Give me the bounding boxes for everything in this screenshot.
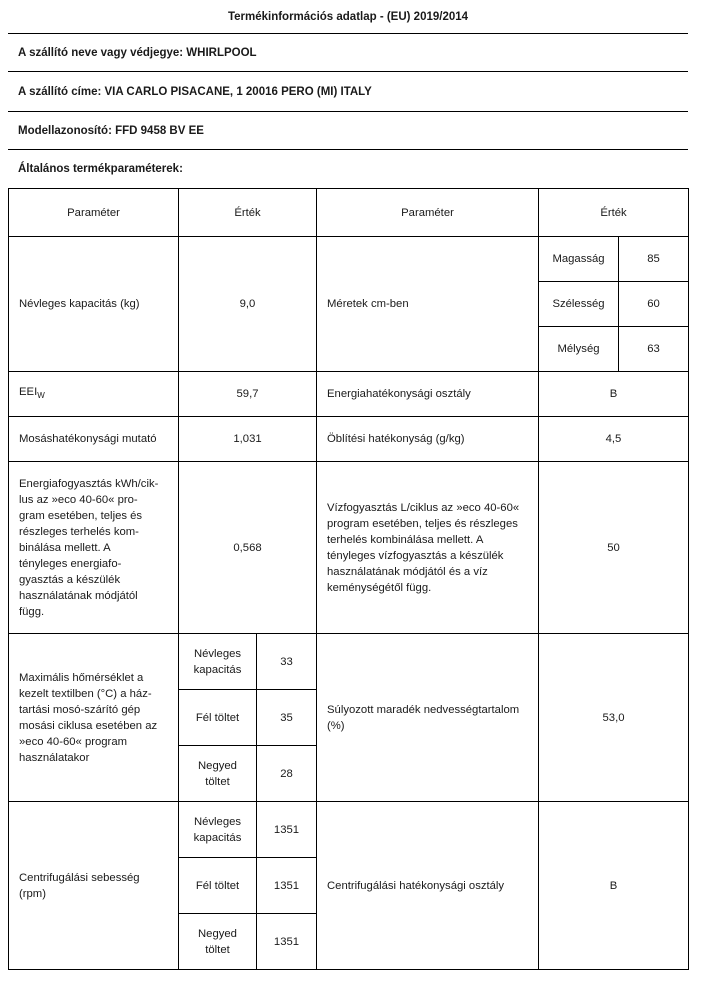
energy-class-label: Energiahatékonysági osztály [317,372,539,417]
column-header-parameter: Paraméter [9,189,179,237]
temp-sub-label-line: kapacitás [193,663,242,676]
eei-label-subscript: W [37,391,45,400]
max-temperature-line: tartási mosó-szárító gép [19,703,141,716]
max-temperature-line: Maximális hőmérséklet a [19,671,144,684]
energy-consumption-line: Energiafogyasztás kWh/cik- [19,477,159,490]
spin-speed-line: Centrifugálási sebesség [19,871,140,884]
rinsing-label: Öblítési hatékonyság (g/kg) [317,417,539,462]
table-row [9,417,689,462]
water-consumption-line: keménységétől függ. [327,581,432,594]
table-row [9,372,689,417]
energy-consumption-value: 0,568 [179,462,317,634]
spin-half-load-value: 1351 [257,858,317,914]
energy-consumption-line: részleges terhelés kom- [19,525,139,538]
rated-capacity-value: 9,0 [179,237,317,372]
table-row [9,237,689,282]
dimensions-label: Méretek cm-ben [317,237,539,372]
spin-rated-capacity-value: 1351 [257,802,317,858]
temp-half-load-value: 35 [257,690,317,746]
table-row [9,462,689,634]
spin-sub-label-line: töltet [205,943,230,956]
spin-quarter-load-label [179,914,257,970]
max-temperature-line: »eco 40-60« program [19,735,128,748]
water-consumption-label [317,462,539,634]
temp-sub-label-line: töltet [205,775,230,788]
height-label: Magasság [539,237,619,282]
supplier-address: A szállító címe: VIA CARLO PISACANE, 1 20016 PERO (MI) ITALY [8,72,688,112]
depth-label: Mélység [539,327,619,372]
temp-quarter-load-value: 28 [257,746,317,802]
temp-quarter-load-label [179,746,257,802]
table-row [9,634,689,690]
spin-sub-label-line: Fél töltet [195,879,240,892]
temp-rated-capacity-value: 33 [257,634,317,690]
column-header-value: Érték [539,189,689,237]
temp-sub-label-line: Negyed [198,759,237,772]
rinsing-value: 4,5 [539,417,689,462]
eei-label [9,372,179,417]
depth-value: 63 [619,327,689,372]
sheet-title: Termékinformációs adatlap - (EU) 2019/2014 [8,0,688,34]
energy-consumption-label [9,462,179,634]
width-value: 60 [619,282,689,327]
height-value: 85 [619,237,689,282]
spin-class-label: Centrifugálási hatékonysági osztály [317,802,539,970]
product-information-sheet [8,0,688,1000]
washing-index-label: Mosáshatékonysági mutató [9,417,179,462]
temp-sub-label-line: Fél töltet [195,711,240,724]
energy-consumption-line: használatának módjától [19,589,138,602]
rated-capacity-label: Névleges kapacitás (kg) [9,237,179,372]
width-label: Szélesség [539,282,619,327]
table-row [9,802,689,858]
washing-index-value: 1,031 [179,417,317,462]
spin-rated-capacity-label [179,802,257,858]
max-temperature-label [9,634,179,802]
moisture-label [317,634,539,802]
energy-class-value: B [539,372,689,417]
water-consumption-line: használatának módjától és a víz [327,565,488,578]
spin-speed-line: (rpm) [19,887,46,900]
supplier-name: A szállító neve vagy védjegye: WHIRLPOOL [8,34,688,72]
max-temperature-line: használatakor [19,751,90,764]
column-header-parameter: Paraméter [317,189,539,237]
water-consumption-line: tényleges vízfogyasztás a készülék [327,549,504,562]
temp-half-load-label [179,690,257,746]
energy-consumption-line: tényleges energiafo- [19,557,122,570]
spin-speed-label [9,802,179,970]
energy-consumption-line: függ. [19,605,45,618]
general-parameters-heading: Általános termékparaméterek: [18,163,183,175]
spin-class-value: B [539,802,689,970]
eei-label-main: EEI [19,386,38,398]
water-consumption-line: Vízfogyasztás L/ciklus az »eco 40-60« [327,501,520,514]
moisture-line: (%) [327,719,345,732]
spin-quarter-load-value: 1351 [257,914,317,970]
model-identifier: Modellazonosító: FFD 9458 BV EE [8,112,688,150]
max-temperature-line: mosási ciklusa esetében az [19,719,158,732]
water-consumption-value: 50 [539,462,689,634]
temp-sub-label-line: Névleges [193,647,242,660]
max-temperature-line: kezelt textilben (°C) a ház- [19,687,152,700]
spin-half-load-label [179,858,257,914]
water-consumption-line: program esetében, teljes és részleges [327,517,518,530]
spin-sub-label-line: Névleges [193,815,242,828]
spin-sub-label-line: kapacitás [193,831,242,844]
temp-rated-capacity-label [179,634,257,690]
parameters-table [8,188,689,970]
spin-sub-label-line: Negyed [198,927,237,940]
table-header-row [9,189,689,237]
column-header-value: Érték [179,189,317,237]
energy-consumption-line: gyasztás a készülék [19,573,121,586]
energy-consumption-line: gram esetében, teljes és [19,509,143,522]
moisture-value: 53,0 [539,634,689,802]
moisture-line: Súlyozott maradék nedvességtartalom [327,703,520,716]
eei-value: 59,7 [179,372,317,417]
energy-consumption-line: binálása mellett. A [19,541,111,554]
energy-consumption-line: lus az »eco 40-60« pro- [19,493,138,506]
water-consumption-line: terhelés kombinálása mellett. A [327,533,484,546]
